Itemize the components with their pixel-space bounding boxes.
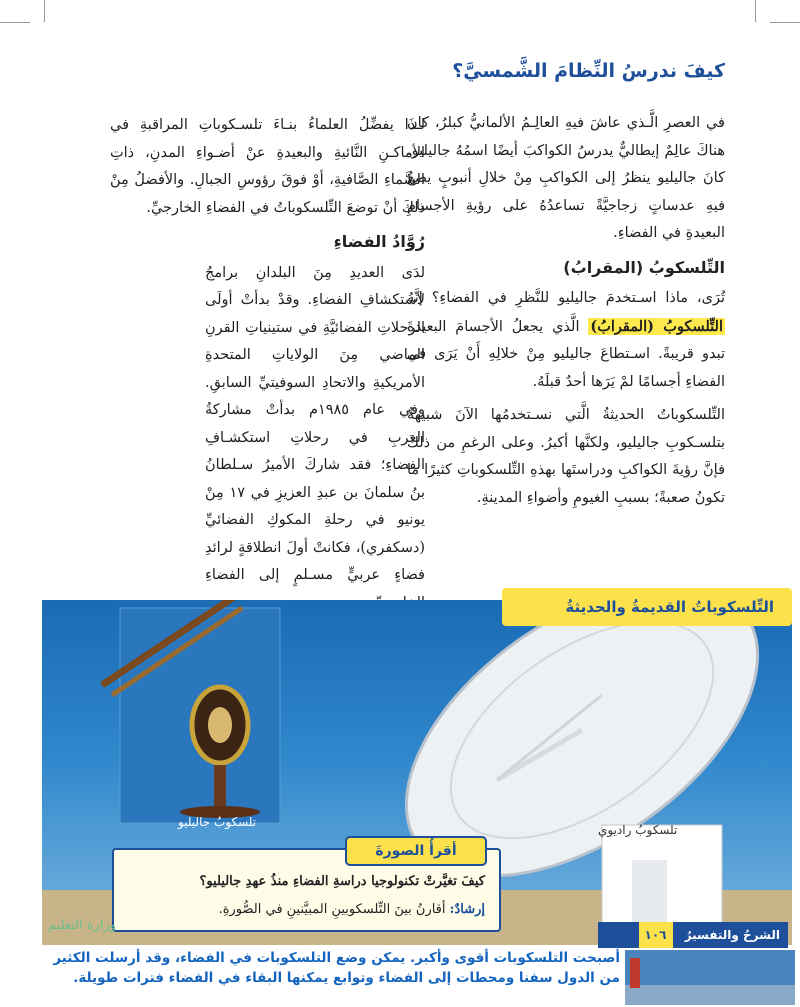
page-title: كيفَ ندرسُ النِّظامَ الشَّمسيَّ؟: [452, 60, 725, 82]
paragraph-text: الَّذي يجعلُ الأجسامَ البعيدةَ تبدو قريبةً. اسـتطاعَ جاليليو مِنْ خلالِهِ أَنْ يَرَى في الفضاءِ أجسامًا لمْ يَرَها أحدٌ قبلَهُ.: [407, 318, 725, 390]
crop-mark: [755, 0, 756, 22]
ministry-watermark: وزارة التعليم: [48, 918, 117, 933]
page-number: ١٠٦: [639, 922, 673, 948]
caption-galileo: تلسكوبُ جاليليو: [178, 815, 257, 829]
paragraph: [407, 285, 725, 396]
crop-mark: [0, 22, 30, 23]
hint-line: [219, 902, 485, 917]
section-heading-astronauts: رُوَّادُ الفضاءِ: [333, 232, 425, 251]
figure-banner: التِّلسكوباتُ القديمةُ والحديثةُ: [502, 588, 792, 626]
section-heading-telescope: التِّلسكوبُ (المقرابُ): [563, 257, 725, 277]
read-question: كيفَ تغيَّرتْ تكنولوجيا دراسةِ الفضاءِ منذُ عهدِ جاليليو؟: [199, 874, 485, 889]
paragraph: التِّلسكوباتُ الحديثةُ الَّتي نسـتخدمُها الآنَ شبيهةٌ بتلسـكوبِ جاليليو، ولكنَّها أكبرُ. وعلى الرغمِ من ذلكَ فإنَّ رؤيةَ الكواكبِ ودراستَها بهذهِ التِّلسكوباتِ كثيرًا ما تكونُ صعبةً؛ بسببِ الغيومِ وأضواءِ المدينةِ.: [407, 407, 725, 506]
highlighted-term: التِّلسكوبُ (المقرابُ): [590, 317, 724, 335]
section-label: الشرحُ والتفسيرُ: [684, 928, 780, 942]
left-column: [110, 112, 425, 623]
right-column: [407, 110, 725, 518]
hint-text: أقارنُ بينَ التِّلسكوبينِ المبيَّنينِ في الصُّورةِ.: [218, 902, 446, 917]
thumbnail-photo: [625, 950, 795, 1005]
page-footer-tag: [598, 922, 788, 948]
paragraph: في العصرِ الَّـذي عاشَ فيهِ العالِـمُ الألمانيُّ كبلرُ، كانَ هناكَ عالِمٌ إيطاليٌّ يدرسُ الكواكبَ أيضًا اسمُهُ جاليليو. كانَ جاليليو ينظرُ إلى الكواكبِ مِنْ خلالِ أنبوبٍ يضعُ فيهِ عدساتٍ زجاجيَّةً تساعدُهُ على رؤيةِ الأجسامِ البعيدةِ في الفضاءِ.: [407, 115, 725, 241]
read-the-picture-heading: أقرأُ الصورةَ: [345, 836, 487, 866]
crop-mark: [770, 22, 800, 23]
answer-text: أصبحت التلسكوبات أقوى وأكبر. يمكن وضع التلسكوبات في الفضاء، وقد أرسلت الكثير من الدول سفنا ومحطات إلى الفضاء وتوابع يمكنها البقاء في الفضاء فترات طويلة.: [53, 950, 620, 986]
paragraph: لـذا يفضِّلُ العلماءُ بنـاءَ تلسـكوباتِ المراقبةِ في الأماكـنِ النَّائيةِ والبعيدةِ عنْ أضـواءِ المدنِ، ذاتِ السَّماءِ الصَّافيةِ، أوْ فوقَ رؤوسِ الجبالِ. والأفضلُ مِنْ ذلكَ أنْ توضعَ التِّلسكوباتُ في الفضاءِ الخارجيِّ.: [110, 117, 425, 216]
paragraph: لدَى العديدِ مِنَ البلدانِ برامجُ لاستكشافِ الفضاءِ. وقدْ بدأتْ أولَى الرحلاتِ الفضائيَّةِ في ستينياتِ القرنِ الماضي مِنَ الولاياتِ المتحدةِ الأمريكيةِ والاتحادِ السوفيتيِّ السابقِ. وفي عام ١٩٨٥م بدأتْ مشاركةُ العربِ في رحلاتِ استكشـافِ الفضاءِ؛ فقد شاركَ الأميرُ سـلطانُ بنُ سلمانَ بن عبدِ العزيزِ في ١٧ مِنْ يونيو في رحلةِ المكوكِ الفضائيِّ (دسكفري)، فكانتْ أولَ انطلاقةٍ لرائدِ فضاءٍ عربيٍّ مسـلمٍ إلى الفضاءِ: [205, 264, 425, 583]
paragraph-text: تُرَى، ماذا اسـتخدمَ جاليليو للنَّظرِ في الفضاءِ؟ إنَّهُ: [407, 290, 725, 306]
caption-radio: تلسكوبُ راديوي: [598, 823, 678, 837]
hint-label: إرشادٌ:: [449, 902, 485, 917]
crop-mark: [44, 0, 45, 22]
